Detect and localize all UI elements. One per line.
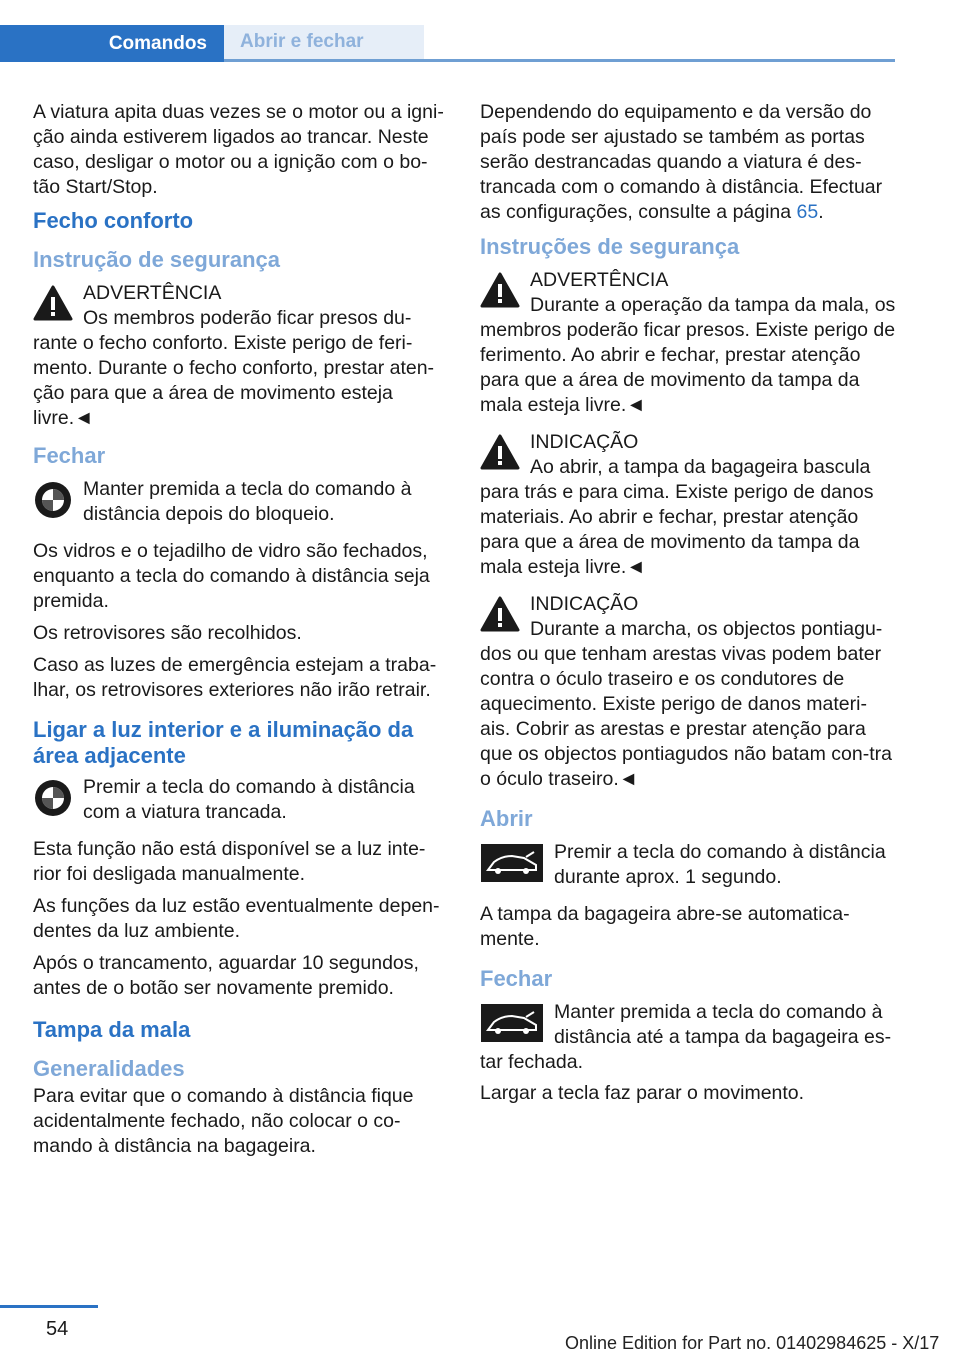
heading-instrucoes-seguranca: Instruções de segurança	[480, 234, 740, 259]
warning-triangle-icon	[480, 433, 520, 471]
notice-block-2	[480, 592, 896, 792]
heading-generalidades: Generalidades	[33, 1056, 185, 1081]
paragraph-apos: Após o trancamento, aguardar 10 segundos, antes de o botão ser novamente premido.	[33, 952, 419, 999]
heading-fechar: Fechar	[33, 443, 106, 468]
trunk-block-fechar	[480, 1000, 896, 1075]
page-number: 54	[46, 1318, 69, 1340]
footer-rule	[0, 1305, 98, 1308]
paragraph-dependendo: Dependendo do equipamento e da versão do país pode ser ajustado se também as portas serão destrancadas quando a viatura é des-trancada com o comando à distância. Efectuar as configurações, consulte a página 65.	[480, 101, 883, 223]
paragraph-largar: Largar a tecla faz parar o movimento.	[480, 1082, 805, 1104]
warning-title: ADVERTÊNCIA	[530, 269, 669, 291]
paragraph-funcao: Esta função não está disponível se a luz inte-rior foi desligada manualmente.	[33, 838, 426, 885]
warning-title: ADVERTÊNCIA	[83, 282, 222, 304]
heading-abrir: Abrir	[480, 806, 533, 831]
car-trunk-button-icon	[480, 843, 544, 883]
tab-abrir-e-fechar[interactable]: Abrir e fechar	[224, 25, 424, 59]
heading-instrucao-seguranca: Instrução de segurança	[33, 247, 280, 272]
trunk-block-abrir	[480, 840, 896, 890]
fechar-instruction: Manter premida a tecla do comando à distância depois do bloqueio.	[83, 478, 412, 525]
bmw-remote-key-icon	[33, 480, 73, 520]
warning-triangle-icon	[480, 595, 520, 633]
notice-title: INDICAÇÃO	[530, 593, 639, 615]
page-reference-link[interactable]: 65	[796, 201, 819, 223]
paragraph-abre: A tampa da bagageira abre-se automatica-mente.	[480, 903, 850, 950]
fechar-tampa-instruction: Manter premida a tecla do comando à distância até a tampa da bagageira es-tar fechada.	[480, 1001, 892, 1073]
notice-title: INDICAÇÃO	[530, 431, 639, 453]
ligar-instruction: Premir a tecla do comando à distância com a viatura trancada.	[83, 776, 415, 823]
heading-ligar-luz: Ligar a luz interior e a iluminação da área adjacente	[33, 717, 414, 768]
right-column	[480, 100, 896, 1113]
paragraph-evitar: Para evitar que o comando à distância fique acidentalmente fechado, não colocar o co-mando à distância na bagageira.	[33, 1085, 414, 1157]
abrir-instruction: Premir a tecla do comando à distância durante aprox. 1 segundo.	[554, 841, 886, 888]
paragraph-vidros: Os vidros e o tejadilho de vidro são fechados, enquanto a tecla do comando à distância seja premida.	[33, 540, 430, 612]
notice-text: Durante a marcha, os objectos pontiagu-dos ou que tenham arestas vivas podem bater contra o óculo traseiro e os condutores de aquecimento. Existe perigo de danos materi-ais. Cobrir as arestas e prestar atenção para que os objectos pontiagudos não batam con-tra o óculo traseiro.◄	[480, 618, 892, 790]
warning-block-tampa	[480, 268, 896, 418]
tab-comandos[interactable]: Comandos	[0, 25, 224, 62]
remote-block-fechar	[33, 477, 449, 527]
heading-tampa-mala: Tampa da mala	[33, 1017, 191, 1042]
warning-block	[33, 281, 449, 431]
warning-text: Os membros poderão ficar presos du-rante o fecho conforto. Existe perigo de feri-mento. Durante o fecho conforto, prestar aten-ção para que a área de movimento esteja livre.◄	[33, 307, 435, 429]
heading-fechar-tampa: Fechar	[480, 966, 553, 991]
paragraph-luzes: Caso as luzes de emergência estejam a traba-lhar, os retrovisores exteriores não irão retrair.	[33, 654, 437, 701]
car-trunk-button-icon	[480, 1003, 544, 1043]
intro-paragraph: A viatura apita duas vezes se o motor ou a igni-ção ainda estiverem ligados ao trancar. Neste caso, desligar o motor ou a ignição com o bo-tão Start/Stop.	[33, 101, 444, 198]
remote-block-ligar	[33, 775, 449, 825]
left-column	[33, 100, 449, 1166]
warning-text: Durante a operação da tampa da mala, os membros poderão ficar presos. Existe perigo de ferimento. Ao abrir e fechar, prestar atenção para que a área de movimento da tampa da mala esteja livre.◄	[480, 294, 896, 416]
section-tabs	[0, 25, 895, 62]
paragraph-retrovisores: Os retrovisores são recolhidos.	[33, 622, 302, 644]
warning-triangle-icon	[33, 284, 73, 322]
edition-info: Online Edition for Part no. 01402984625 - X/17	[565, 1333, 940, 1353]
warning-triangle-icon	[480, 271, 520, 309]
bmw-remote-key-icon	[33, 778, 73, 818]
notice-text: Ao abrir, a tampa da bagageira bascula para trás e para cima. Existe perigo de danos materiais. Ao abrir e fechar, prestar atenção para que a área de movimento da tampa da mala esteja livre.◄	[480, 456, 874, 578]
heading-fecho-conforto: Fecho conforto	[33, 208, 194, 233]
notice-block-1	[480, 430, 896, 580]
paragraph-funcoes: As funções da luz estão eventualmente depen-dentes da luz ambiente.	[33, 895, 440, 942]
